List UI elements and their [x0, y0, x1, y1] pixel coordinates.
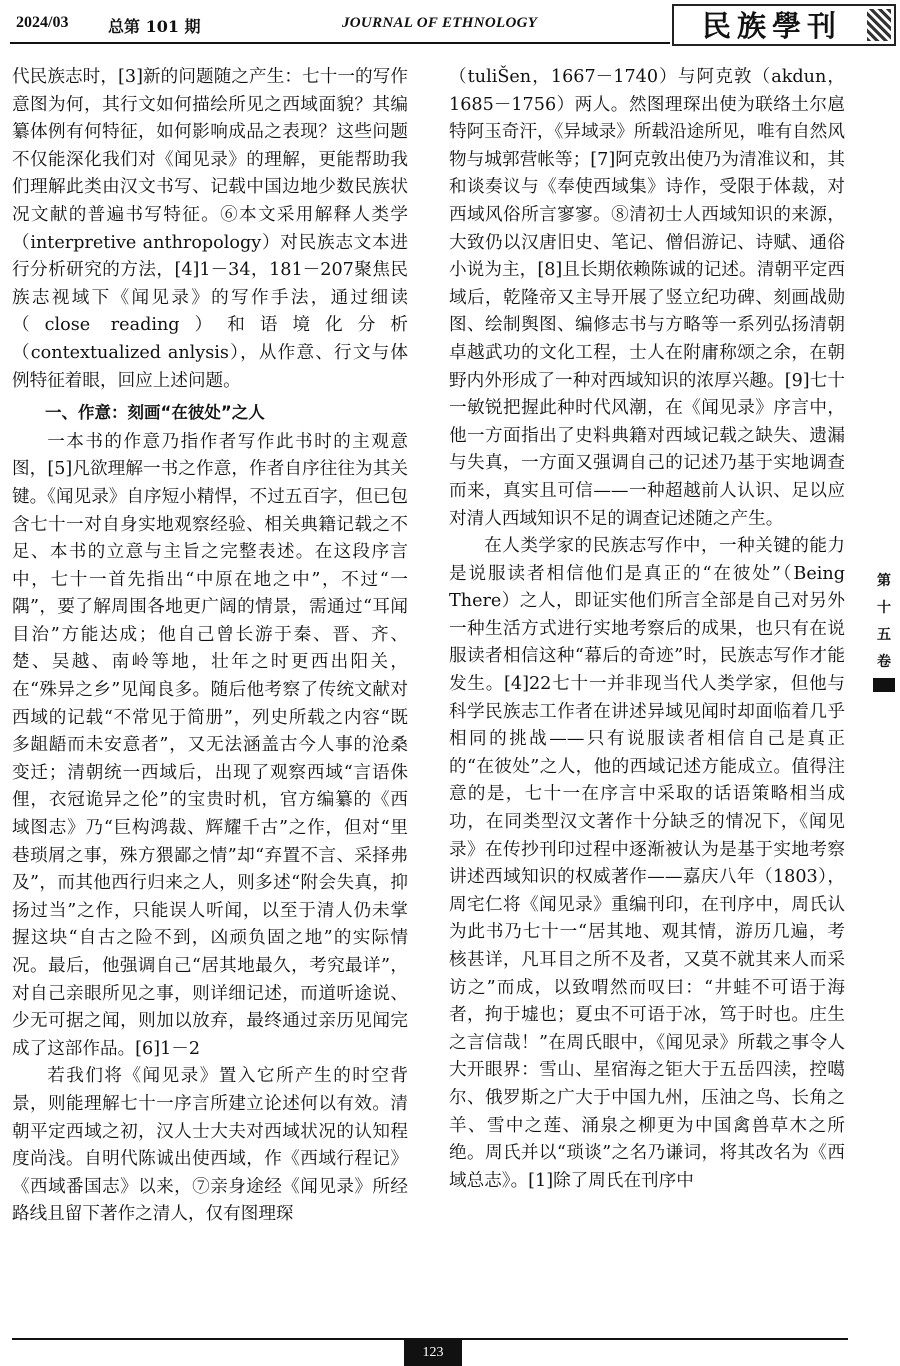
paragraph: 代民族志时，[3]新的问题随之产生：七十一的写作意图为何，其行文如何描绘所见之西域面貌？其编纂体例有何特征，如何影响成品之表现？这些问题不仅能深化我们对《闻见录》的理解，更能帮助我们理解此类由汉文书写、记载中国边地少数民族状况文献的普遍书写特征。⑥本文采用解释人类学（interpretive anthropology）对民族志文本进行分析研究的方法，[4]1－34，181－207聚焦民族志视域下《闻见录》的写作手法，通过细读（close reading）和语境化分析（contextualized anlysis），从作意、行文与体例特征着眼，回应上述问题。	[12, 67, 408, 391]
page-number: 123	[404, 1340, 462, 1366]
left-column	[12, 64, 408, 1229]
issue-date: 2024/03	[16, 14, 69, 31]
paragraph: 在人类学家的民族志写作中，一种关键的能力是说服读者相信他们是真正的“在彼处”（Being There）之人，即证实他们所言全部是自己对另外一种生活方式进行实地考察后的成果，也只有在说服读者相信这种“幕后的奇迹”时，民族志写作才能发生。[4]22七十一并非现当代人类学家，但他与科学民族志工作者在讲述异域见闻时却面临着几乎相同的挑战——只有说服读者相信自己是真正的“在彼处”之人，他的西域记述方能成立。值得注意的是，七十一在序言中采取的话语策略相当成功，在同类型汉文著作十分缺乏的情况下，《闻见录》在传抄刊印过程中逐渐被认为是基于实地考察讲述西域知识的权威著作——嘉庆八年（1803），周宅仁将《闻见录》重编刊印，在刊序中，周氏认为此书乃七十一“居其地、观其情，游历几遍，考核甚详，凡耳目之所不及者，又莫不就其来人而采访之”而成，以致喟然而叹曰：“井蛙不可语于海者，拘于墟也；夏虫不可语于冰，笃于时也。庄生之言信哉！”在周氏眼中，《闻见录》所载之事令人大开眼界：雪山、星宿海之钜大于五岳四渎，控噶尔、俄罗斯之广大于中国九州，压油之鸟、长角之羊、雪中之莲、涌泉之柳更为中国禽兽草木之所绝。周氏并以“琐谈”之名乃谦词，将其改名为《西域总志》。[1]除了周氏在刊序中	[449, 536, 845, 1191]
journal-title: JOURNAL OF ETHNOLOGY	[342, 15, 538, 31]
paragraph: 一本书的作意乃指作者写作此书时的主观意图，[5]凡欲理解一书之作意，作者自序往往为其关键。《闻见录》自序短小精悍，不过五百字，但已包含七十一对自身实地观察经验、相关典籍记载之不足、本书的立意与主旨之完整表述。在这段序言中，七十一首先指出“中原在地之中”，不过“一隅”，要了解周围各地更广阔的情景，需通过“耳闻目治”方能达成；他自己曾长游于秦、晋、齐、楚、吴越、南岭等地，壮年之时更西出阳关，在“殊异之乡”见闻良多。随后他考察了传统文献对西域的记载“不常见于简册”，列史所载之内容“既多龃龉而未安意者”，又无法涵盖古今人事的沧桑变迁；清朝统一西域后，出现了观察西域“言语侏俚，衣冠诡异之伦”的宝贵时机，官方编纂的《西域图志》乃“巨构鸿裁、辉耀千古”之作，但对“里巷琐屑之事，殊方猥鄙之情”却“弃置不言、采择弗及”，而其他西行归来之人，则多述“附会失真，抑扬过当”之作，只能误人听闻，以至于清人仍未掌握这块“自古之险不到，凶顽负固之地”的实际情况。最后，他强调自己“居其地最久，考究最详”，对自己亲眼所见之事，则详细记述，而道听途说、少无可据之闻，则加以放弃，最终通过亲历见闻完成了这部作品。[6]1－2	[12, 431, 408, 1059]
paragraph: 若我们将《闻见录》置入它所产生的时空背景，则能理解七十一序言所建立论述何以有效。清朝平定西域之初，汉人士大夫对西域状况的认知程度尚浅。自明代陈诚出使西域，作《西域行程记》《西域番国志》以来，⑦亲身途经《闻见录》所经路线且留下著作之清人，仅有图理琛	[12, 1066, 408, 1225]
logo-ornament-icon	[867, 9, 891, 41]
page-header	[0, 0, 900, 52]
paragraph: （tuliŠen，1667－1740）与阿克敦（akdun，1685－1756）两人。然图理琛出使为联络土尔扈特阿玉奇汗，《异域录》所载沿途所见，唯有自然风物与城郭营帐等；[7]阿克敦出使乃为清准议和，其和谈奏议与《奉使西域集》诗作，受限于体裁，对西域风俗所言寥寥。⑧清初士人西域知识的来源，大致仍以汉唐旧史、笔记、僧侣游记、诗赋、通俗小说为主，[8]且长期依赖陈诚的记述。清朝平定西域后，乾隆帝又主导开展了竖立纪功碑、刻画战勋图、绘制舆图、编修志书与方略等一系列弘扬清朝卓越武功的文化工程，士人在附庸称颂之余，在朝野内外形成了一种对西域知识的浓厚兴趣。[9]七十一敏锐把握此种时代风潮，在《闻见录》序言中，他一方面指出了史料典籍对西域记载之缺失、遗漏与失真，一方面又强调自己的记述乃基于实地调查而来，真实且可信——一种超越前人认识、足以应对清人西域知识不足的调查记述随之产生。	[449, 67, 845, 529]
section-title: 一、作意：刻画“在彼处”之人	[45, 403, 265, 423]
journal-logo-text: 民族學刊	[701, 9, 842, 43]
journal-logo	[672, 4, 896, 46]
header-rule	[10, 42, 670, 44]
volume-side-label: 第 十 五 卷	[877, 573, 891, 670]
right-column	[449, 64, 845, 1195]
issue-number: 总第 101 期	[108, 17, 201, 36]
side-marker	[873, 678, 895, 692]
